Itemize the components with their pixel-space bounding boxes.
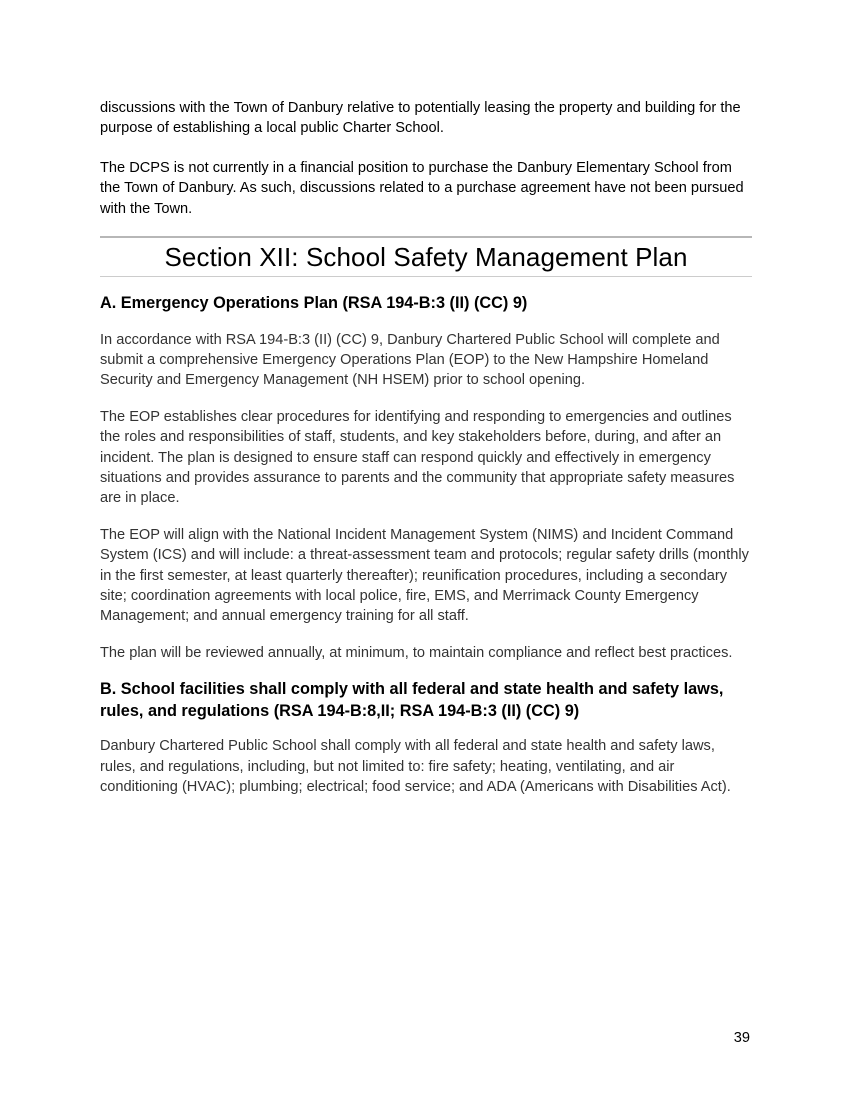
subsection-b-heading: B. School facilities shall comply with all federal and state health and safety laws, rules, and regulations (RSA 194-B:8,II; RSA 194-B:3 (II) (CC) 9) bbox=[100, 680, 724, 720]
intro-paragraph-2: The DCPS is not currently in a financial position to purchase the Danbury Elementary School from the Town of Danbury. As such, discussions related to a purchase agreement have not been pursued with the Town. bbox=[100, 159, 744, 217]
section-title: Section XII: School Safety Management Plan bbox=[164, 241, 688, 272]
subsection-b-paragraph: Danbury Chartered Public School shall comply with all federal and state health and safety laws, rules, and regulations, including, but not limited to: fire safety; heating, ventilating, and air conditioning (HVAC); plumbing; electrical; food service; and ADA (Americans with Disabilities Act). bbox=[100, 738, 731, 796]
subsection-a-paragraph-1: In accordance with RSA 194-B:3 (II) (CC) 9, Danbury Chartered Public School will complete and submit a comprehensive Emergency Operations Plan (EOP) to the New Hampshire Homeland Security and Emergency Management (NH HSEM) prior to school opening. bbox=[100, 331, 720, 389]
document-page bbox=[100, 98, 752, 797]
subsection-a-heading: A. Emergency Operations Plan (RSA 194-B:3 (II) (CC) 9) bbox=[100, 294, 528, 313]
subsection-a-paragraph-3: The EOP will align with the National Incident Management System (NIMS) and Incident Command System (ICS) and will include: a threat-assessment team and protocols; regular safety drills (monthly in the first semester, at least quarterly thereafter); reunification procedures, including a secondary site; coordination agreements with local police, fire, EMS, and Merrimack County Emergency Management; and annual emergency training for all staff. bbox=[100, 526, 749, 625]
intro-paragraph-1: discussions with the Town of Danbury relative to potentially leasing the property and building for the purpose of establishing a local public Charter School. bbox=[100, 100, 741, 137]
subsection-a-paragraph-4: The plan will be reviewed annually, at minimum, to maintain compliance and reflect best practices. bbox=[100, 644, 733, 661]
section-header-box bbox=[100, 236, 752, 277]
subsection-a-paragraph-2: The EOP establishes clear procedures for identifying and responding to emergencies and outlines the roles and responsibilities of staff, students, and key stakeholders before, during, and after an incident. The plan is designed to ensure staff can respond quickly and effectively in emergency situations and provides assurance to parents and the community that appropriate safety measures are in place. bbox=[100, 408, 735, 507]
page-number: 39 bbox=[733, 1030, 750, 1046]
